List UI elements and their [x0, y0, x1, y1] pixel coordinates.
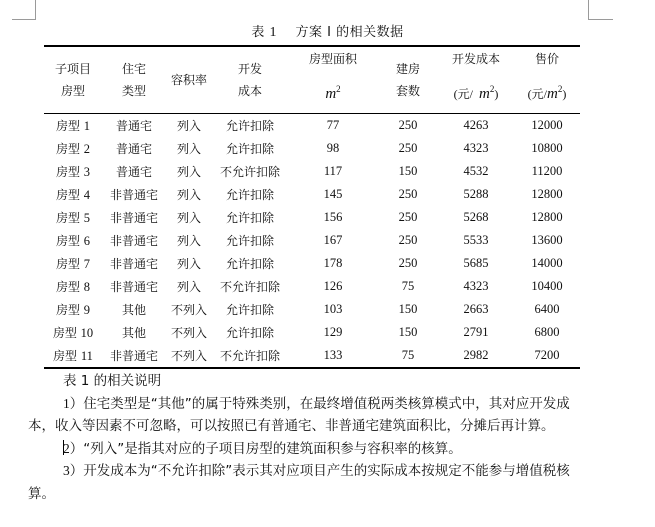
cell-price-per-m2: 6800	[534, 325, 560, 339]
cell-housing-type: 非普通宅	[109, 257, 158, 271]
row-label: 房型	[55, 234, 80, 248]
cell-unit-area: 167	[323, 233, 343, 247]
cell-development-cost: 不允许扣除	[219, 165, 280, 179]
header-sub-item-type	[44, 46, 102, 114]
cell-dev-cost-per-m2: 5685	[463, 256, 489, 270]
cell-sub-item	[44, 206, 102, 229]
row-number: 7	[83, 257, 91, 271]
cell-unit-area: 133	[323, 348, 343, 362]
header-line: 房型	[60, 84, 85, 98]
row-label: 房型	[53, 349, 78, 363]
header-line: 住宅	[121, 62, 146, 76]
note-number: 3）	[63, 463, 84, 478]
header-unit-area	[288, 46, 378, 114]
header-line: 售价	[534, 51, 559, 66]
table-row	[44, 275, 580, 298]
cell-housing-type: 非普通宅	[109, 349, 158, 363]
cell-dev-cost-per-m2: 5288	[463, 187, 489, 201]
cell-development-cost: 允许扣除	[225, 234, 274, 248]
header-line: 类型	[121, 84, 146, 98]
cell-housing-type: 非普通宅	[109, 188, 158, 202]
cell-price-per-m2: 12800	[531, 187, 563, 201]
cell-price-per-m2: 10400	[531, 279, 563, 293]
note-number: 2）	[63, 440, 84, 456]
cell-units-built: 150	[398, 164, 418, 178]
unit-m: m	[479, 85, 490, 102]
table-body	[44, 114, 580, 369]
cell-floor-area-ratio: 列入	[176, 142, 201, 156]
cell-housing-type: 其他	[121, 303, 146, 317]
table-row	[44, 160, 580, 183]
cell-unit-area: 117	[323, 164, 343, 178]
header-housing-type	[102, 46, 166, 114]
cell-units-built: 250	[398, 233, 418, 247]
cell-units-built: 250	[398, 118, 418, 132]
cell-dev-cost-per-m2: 5533	[463, 233, 489, 247]
unit-m: m	[547, 85, 558, 102]
cell-sub-item	[44, 252, 102, 275]
row-label: 房型	[55, 119, 80, 133]
cell-floor-area-ratio: 列入	[176, 119, 201, 133]
cell-unit-area: 126	[323, 279, 343, 293]
row-number: 8	[83, 280, 91, 294]
cell-development-cost: 允许扣除	[225, 326, 274, 340]
unit-sq: 2	[336, 83, 341, 94]
cell-unit-area: 145	[323, 187, 343, 201]
table-row	[44, 252, 580, 275]
header-line: 开发成本	[451, 51, 500, 66]
cell-sub-item	[44, 275, 102, 298]
row-number: 9	[83, 303, 91, 317]
cell-sub-item	[44, 114, 102, 138]
header-dev-cost-per-m2	[438, 46, 514, 114]
row-number: 5	[83, 211, 91, 225]
cell-dev-cost-per-m2: 4323	[463, 141, 489, 155]
header-line: 容积率	[170, 73, 207, 87]
row-label: 房型	[55, 303, 80, 317]
row-label: 房型	[55, 188, 80, 202]
caption-number: 1	[269, 25, 277, 40]
row-label: 房型	[55, 142, 80, 156]
unit-prefix: (元/	[527, 86, 547, 101]
row-number: 3	[83, 165, 91, 179]
cell-price-per-m2: 10800	[531, 141, 563, 155]
cell-dev-cost-per-m2: 2663	[463, 302, 489, 316]
row-label: 房型	[52, 326, 77, 340]
cell-unit-area: 129	[323, 325, 343, 339]
cell-sub-item	[44, 137, 102, 160]
cell-housing-type: 普通宅	[115, 165, 152, 179]
header-line: 建房	[395, 62, 420, 76]
cell-housing-type: 非普通宅	[109, 211, 158, 225]
cell-floor-area-ratio: 列入	[176, 188, 201, 202]
cell-development-cost: 允许扣除	[225, 303, 274, 317]
header-units-built	[378, 46, 438, 114]
cell-price-per-m2: 12800	[531, 210, 563, 224]
row-label: 房型	[55, 257, 80, 271]
cell-floor-area-ratio: 不列入	[170, 326, 207, 340]
cell-units-built: 150	[398, 302, 418, 316]
cell-floor-area-ratio: 列入	[176, 211, 201, 225]
note-number: 1）	[63, 395, 84, 411]
cell-unit-area: 178	[323, 256, 343, 270]
cell-units-built: 250	[398, 187, 418, 201]
table-row	[44, 298, 580, 321]
cell-housing-type: 非普通宅	[109, 234, 158, 248]
caption-title: 方案 I 的相关数据	[295, 25, 404, 40]
header-unit	[514, 78, 580, 105]
note-item-1	[0, 393, 655, 416]
cell-sub-item	[44, 229, 102, 252]
notes-section	[0, 370, 655, 505]
header-line: 开发	[237, 62, 262, 76]
cell-price-per-m2: 11200	[531, 164, 563, 178]
row-number: 10	[80, 326, 94, 340]
cell-price-per-m2: 6400	[534, 302, 560, 316]
cell-dev-cost-per-m2: 4323	[463, 279, 489, 293]
row-number: 6	[83, 234, 91, 248]
header-development-cost	[212, 46, 288, 114]
cell-dev-cost-per-m2: 4532	[463, 164, 489, 178]
page-corner-mark-left	[12, 0, 36, 20]
row-number: 2	[83, 142, 91, 156]
table-row	[44, 344, 580, 368]
cell-floor-area-ratio: 不列入	[170, 349, 207, 363]
cell-units-built: 250	[398, 210, 418, 224]
data-table	[44, 45, 580, 369]
cell-development-cost: 允许扣除	[225, 257, 274, 271]
cell-dev-cost-per-m2: 2982	[463, 348, 489, 362]
cell-sub-item	[44, 344, 102, 368]
header-line: 成本	[237, 84, 262, 98]
header-line: 套数	[395, 84, 420, 98]
cell-units-built: 250	[398, 141, 418, 155]
page-corner-mark-right	[588, 0, 613, 20]
cell-floor-area-ratio: 列入	[176, 257, 201, 271]
unit-suffix: )	[494, 86, 499, 101]
unit-suffix: )	[562, 86, 567, 101]
row-number: 1	[83, 119, 91, 133]
row-number: 11	[80, 349, 93, 363]
cell-housing-type: 其他	[121, 326, 146, 340]
cell-price-per-m2: 12000	[531, 118, 563, 132]
unit-prefix: (元/	[453, 86, 473, 101]
note-text: 住宅类型是“其他”的属于特殊类别，在最终增值税两类核算模式中，其对应开发成	[83, 395, 570, 412]
cell-sub-item	[44, 321, 102, 344]
cell-unit-area: 98	[326, 141, 340, 155]
cell-units-built: 75	[401, 348, 415, 362]
cell-units-built: 75	[401, 279, 415, 293]
cell-development-cost: 不允许扣除	[219, 349, 280, 363]
header-line: 子项目	[54, 62, 91, 76]
header-unit	[438, 78, 514, 105]
cell-housing-type: 普通宅	[115, 119, 152, 133]
header-price-per-m2	[514, 46, 580, 114]
cell-development-cost: 不允许扣除	[219, 280, 280, 294]
table-row	[44, 183, 580, 206]
cell-price-per-m2: 13600	[531, 233, 563, 247]
cell-floor-area-ratio: 不列入	[170, 303, 207, 317]
table-row	[44, 114, 580, 138]
unit-sq: 2	[489, 83, 495, 94]
cell-development-cost: 允许扣除	[225, 119, 274, 133]
table-header	[44, 46, 580, 114]
cell-price-per-m2: 7200	[534, 348, 560, 362]
cell-unit-area: 77	[326, 118, 340, 132]
cell-development-cost: 允许扣除	[225, 142, 274, 156]
cell-development-cost: 允许扣除	[225, 188, 274, 202]
row-number: 4	[83, 188, 91, 202]
note-text: “列入”是指其对应的子项目房型的建筑面积参与容积率的核算。	[83, 440, 462, 457]
row-label: 房型	[55, 211, 80, 225]
header-unit-m2	[288, 78, 378, 105]
row-label: 房型	[55, 280, 80, 294]
cell-units-built: 250	[398, 256, 418, 270]
unit-sq: 2	[557, 83, 563, 94]
caption-prefix: 表	[251, 25, 265, 40]
note-item-3	[0, 460, 655, 483]
header-line: 房型面积	[308, 51, 357, 66]
unit-m: m	[325, 85, 337, 102]
cell-units-built: 150	[398, 325, 418, 339]
cell-unit-area: 156	[323, 210, 343, 224]
cell-floor-area-ratio: 列入	[176, 165, 201, 179]
cell-floor-area-ratio: 列入	[176, 234, 201, 248]
cell-sub-item	[44, 298, 102, 321]
table-caption	[0, 25, 655, 41]
note-item-2	[0, 438, 655, 461]
cell-housing-type: 普通宅	[115, 142, 152, 156]
table-row	[44, 229, 580, 252]
cell-dev-cost-per-m2: 5268	[463, 210, 489, 224]
cell-sub-item	[44, 183, 102, 206]
header-floor-area-ratio	[166, 46, 212, 114]
cell-floor-area-ratio: 列入	[176, 280, 201, 294]
table-row	[44, 206, 580, 229]
cell-development-cost: 允许扣除	[225, 211, 274, 225]
note-item-1-continued: 本，收入等因素不可忽略，可以按照已有普通宅、非普通宅建筑面积比，分摊后再计算。	[28, 418, 555, 434]
cell-price-per-m2: 14000	[531, 256, 563, 270]
table-row	[44, 321, 580, 344]
cell-sub-item	[44, 160, 102, 183]
note-item-3-continued: 算。	[28, 485, 55, 502]
cell-housing-type: 非普通宅	[109, 280, 158, 294]
row-label: 房型	[55, 165, 80, 179]
table-row	[44, 137, 580, 160]
cell-dev-cost-per-m2: 2791	[463, 325, 489, 339]
note-text: 开发成本为“不允许扣除”表示其对应项目产生的实际成本按规定不能参与增值税核	[83, 463, 570, 479]
notes-title: 表 1 的相关说明	[63, 373, 162, 389]
cell-unit-area: 103	[323, 302, 343, 316]
cell-dev-cost-per-m2: 4263	[463, 118, 489, 132]
